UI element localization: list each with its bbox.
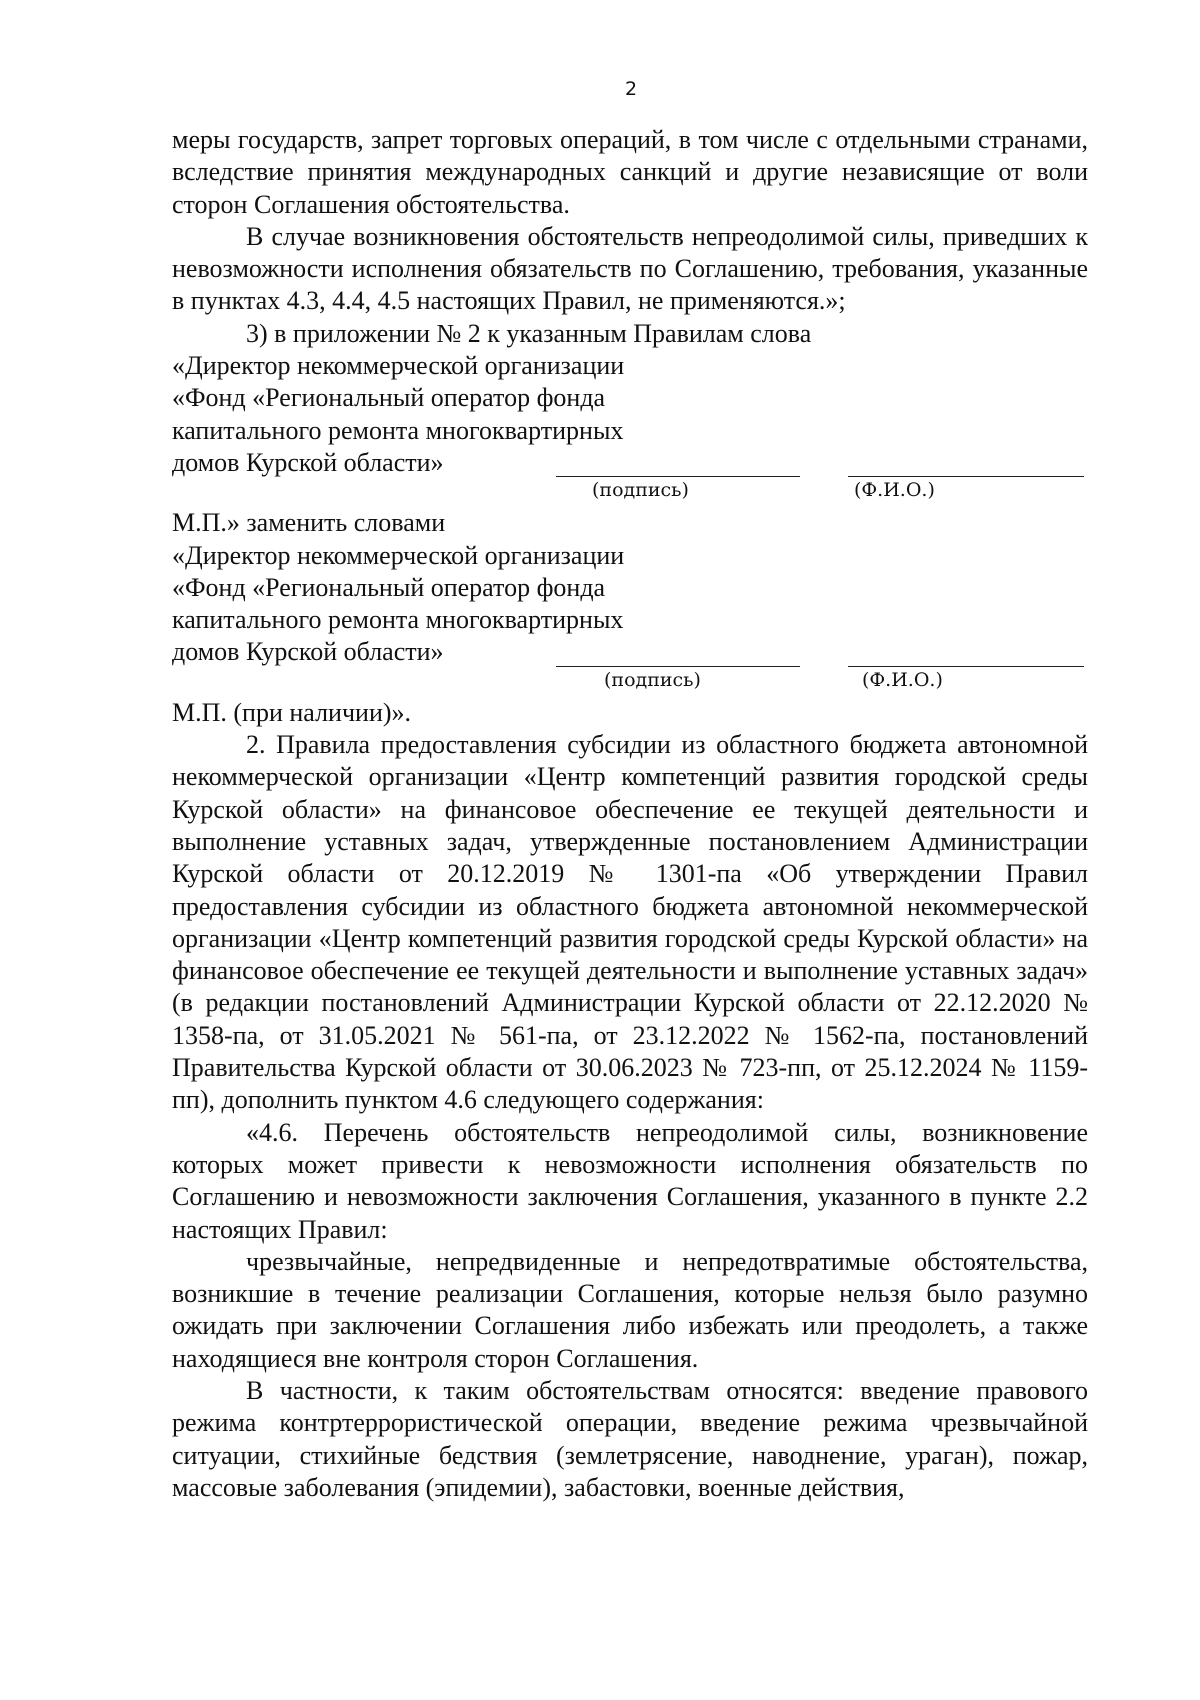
mp-replace-line: М.П.» заменить словами — [172, 508, 446, 538]
block-line: «Директор некоммерческой организации — [172, 351, 625, 381]
fio-line — [848, 666, 1084, 667]
paragraph-definition: чрезвычайные, непредвиденные и непредотвратимые обстоятельства, возникшие в течение реализации Соглашения, которые нельзя было разумно ожидать при заключении Соглашения либо избежать или преодолеть, а также находящиеся вне контроля сторон Соглашения. — [172, 1246, 1088, 1373]
paragraph-item-4-6: «4.6. Перечень обстоятельств непреодолимой силы, возникновение которых может привести к невозможности исполнения обязательств по Соглашению и невозможности заключения Соглашения, указанного в пункте 2.2 настоящих Правил: — [172, 1117, 1088, 1244]
signature-label: (подпись) — [604, 668, 701, 691]
paragraph-continuation: меры государств, запрет торговых операций, в том числе с отдельными странами, вследствие принятия международных санкций и другие независящие от воли сторон Соглашения обстоятельства. — [172, 125, 1088, 219]
page-number: 2 — [624, 78, 638, 100]
block-line: «Фонд «Региональный оператор фонда — [172, 572, 606, 602]
block-line: домов Курской области» — [172, 637, 444, 667]
fio-label: (Ф.И.О.) — [854, 479, 935, 502]
block-line: капитального ремонта многоквартирных — [172, 605, 624, 635]
block-line: капитального ремонта многоквартирных — [172, 415, 624, 445]
document-body — [172, 124, 1088, 1504]
block-line: «Директор некоммерческой организации — [172, 540, 625, 570]
fio-label: (Ф.И.О.) — [862, 668, 943, 691]
signature-label: (подпись) — [592, 479, 689, 502]
item-3-intro: 3) в приложении № 2 к указанным Правилам слова — [246, 318, 812, 348]
block-line: «Фонд «Региональный оператор фонда — [172, 383, 606, 413]
paragraph-examples: В частности, к таким обстоятельствам относятся: введение правового режима контртеррористической операции, введение режима чрезвычайной ситуации, стихийные бедствия (землетрясение, наводнение, ураган), пожар, массовые заболевания (эпидемии), забастовки, военные действия, — [172, 1375, 1088, 1502]
signature-line — [556, 666, 800, 667]
mp-final-line: М.П. (при наличии)». — [172, 697, 412, 727]
paragraph-force-majeure-note: В случае возникновения обстоятельств непреодолимой силы, приведших к невозможности исполнения обязательств по Соглашению, требования, указанные в пунктах 4.3, 4.4, 4.5 настоящих Правил, не применяются.»; — [172, 221, 1088, 316]
signature-block-new — [172, 540, 1088, 697]
signature-block-original — [172, 350, 1088, 507]
fio-line — [848, 476, 1084, 477]
block-line: домов Курской области» — [172, 447, 444, 477]
signature-line — [556, 476, 800, 477]
paragraph-item-2: 2. Правила предоставления субсидии из областного бюджета автономной некоммерческой организации «Центр компетенций развития городской среды Курской области» на финансовое обеспечение ее текущей деятельности и выполнение уставных задач, утвержденные постановлением Администрации Курской области от 20.12.2019 № 1301-па «Об утверждении Правил предоставления субсидии из областного бюджета автономной некоммерческой организации «Центр компетенций развития городской среды Курской области» на финансовое обеспечение ее текущей деятельности и выполнение уставных задач» (в редакции постановлений Администрации Курской области от 22.12.2020 № 1358-па, от 31.05.2021 № 561-па, от 23.12.2022 № 1562-па, постановлений Правительства Курской области от 30.06.2023 № 723-пп, от 25.12.2024 № 1159-пп), дополнить пунктом 4.6 следующего содержания: — [172, 730, 1088, 1115]
